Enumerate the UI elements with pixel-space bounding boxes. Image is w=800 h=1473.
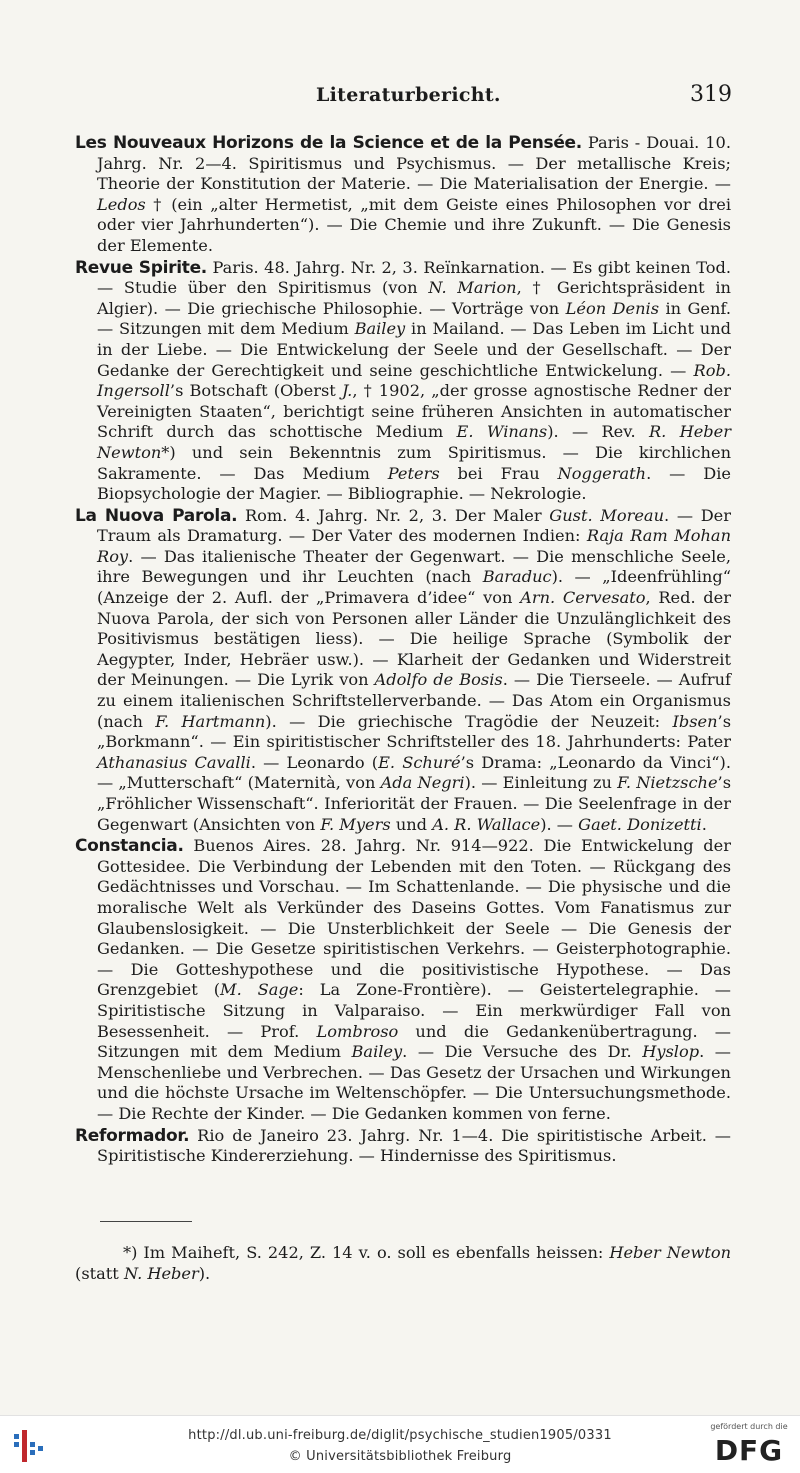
name-reference: F. Myers — [320, 814, 391, 834]
name-reference: Gaet. Donizetti — [578, 814, 702, 834]
text-run: *) und sein Bekenntnis zum Spiritismus. — Die kirchlichen Sakramente. — Das Medium — [97, 442, 731, 483]
name-reference: Rob. Ingersoll — [97, 360, 731, 401]
journal-entry — [75, 1126, 731, 1167]
text-run: Rio de Janeiro 23. Jahrg. Nr. 1—4. Die spiritistische Arbeit. — Spiritistische Kindererziehung. — Hindernisse des Spiritismus. — [97, 1125, 731, 1166]
text-run: , † Gerichtspräsident in Algier). — Die griechische Philosophie. — Vorträge von — [97, 278, 731, 318]
running-header — [0, 84, 800, 114]
journal-title: Revue Spirite. — [75, 257, 207, 278]
literature-report-body — [75, 133, 731, 1168]
text-run: . — Die Versuche des Dr. — [402, 1042, 643, 1062]
journal-title: La Nuova Parola. — [75, 505, 238, 526]
name-reference: Bailey — [351, 1042, 403, 1062]
text-run: ). — [198, 1264, 211, 1283]
text-run: ’s Botschaft (Oberst — [169, 381, 342, 401]
text-run: und — [390, 814, 433, 834]
journal-entry — [75, 258, 731, 505]
name-reference: Bailey — [354, 319, 406, 339]
text-run: . — [701, 814, 707, 834]
page-number: 319 — [690, 82, 732, 107]
journal-entry — [75, 133, 731, 257]
copyright-notice: © Universitätsbibliothek Freiburg — [288, 1449, 512, 1464]
footnote-rule — [100, 1221, 192, 1222]
dfg-logo — [706, 1422, 792, 1468]
name-reference: E. Winans — [456, 422, 548, 442]
text-run: *) Im Maiheft, S. 242, Z. 14 v. o. soll es ebenfalls heissen: — [123, 1243, 610, 1262]
name-reference: Ibsen — [672, 711, 718, 731]
text-run: Rom. 4. Jahrg. Nr. 2, 3. Der Maler — [237, 505, 550, 525]
text-run: ). — Einleitung zu — [464, 773, 618, 793]
journal-entry — [75, 836, 731, 1124]
name-reference: M. Sage — [220, 980, 299, 1000]
name-reference: Ada Negri — [380, 773, 465, 793]
name-reference: Hyslop — [642, 1042, 700, 1062]
running-title: Literaturbericht. — [316, 84, 501, 106]
name-reference: Heber Newton — [609, 1243, 731, 1262]
name-reference: Adolfo de Bosis — [374, 670, 503, 690]
name-reference: E. Schuré — [378, 752, 461, 772]
text-run: ). — — [540, 814, 579, 834]
name-reference: Raja Ram Mohan Roy — [97, 526, 731, 566]
name-reference: Athanasius Cavalli — [97, 752, 251, 772]
text-run: . — Leonardo ( — [250, 752, 379, 772]
text-run: . — Menschenliebe und Verbrechen. — Das Gesetz der Ursachen und Wirkungen und die höchste Ursache im Weltenschöpfer. — Die Untersuchungsmethode. — Die Rechte der Kinder. — Die Gedanken kommen von ferne. — [97, 1042, 731, 1123]
text-run: . — Die Tierseele. — Aufruf zu einem italienischen Schriftstellerverbande. — Das Atom ein Organismus (nach — [97, 670, 731, 731]
footnote — [75, 1242, 731, 1284]
text-run: ’s „Fröhlicher Wissenschaft“. Inferiorität der Frauen. — Die Seelenfrage in der Gegenwart (Ansichten von — [97, 773, 731, 834]
name-reference: Noggerath — [557, 463, 647, 483]
journal-title: Reformador. — [75, 1125, 190, 1146]
text-run: Paris - Douai. 10. Jahrg. Nr. 2—4. Spiritismus und Psychismus. — Der metallische Kreis; Theorie der Konstitution der Materie. — Die Materialisation der Energie. — — [97, 133, 731, 194]
name-reference: Baraduc — [482, 567, 552, 587]
text-run: Paris. 48. Jahrg. Nr. 2, 3. Reïnkarnation. — Es gibt keinen Tod. — Studie über den Spiritismus (von — [97, 257, 732, 298]
dfg-wordmark: DFG — [714, 1434, 784, 1467]
name-reference: A. R. Wallace — [432, 814, 541, 834]
text-run: in Mailand. — Das Leben im Licht und in der Liebe. — Die Entwickelung der Seele und der Gesellschaft. — Der Gedanke der Gerechtigkeit und seine geschichtliche Entwickelung. — — [97, 319, 731, 380]
text-run: † (ein „alter Hermetist, „mit dem Geiste eines Philosophen vor drei oder vier Jahrhunderten“). — Die Chemie und ihre Zukunft. — Die Genesis der Elemente. — [97, 194, 731, 255]
text-run: ). — Die griechische Tragödie der Neuzeit: — [265, 711, 673, 731]
document-url-link[interactable]: http://dl.ub.uni-freiburg.de/diglit/psychische_studien1905/0331 — [188, 1428, 612, 1443]
name-reference: R. Heber Newton — [97, 422, 731, 462]
name-reference: Ledos — [97, 194, 146, 214]
name-reference: Peters — [387, 463, 440, 483]
journal-entry — [75, 506, 731, 836]
text-run: ’s „Borkmann“. — Ein spiritistischer Schriftsteller des 18. Jahrhunderts: Pater — [97, 711, 731, 752]
name-reference: F. Nietzsche — [617, 773, 718, 793]
journal-title: Constancia. — [75, 836, 184, 857]
name-reference: Gust. Moreau — [549, 505, 664, 525]
name-reference: Lombroso — [316, 1021, 399, 1041]
text-run: ). — Rev. — [547, 422, 649, 442]
text-run: ’s Drama: „Leonardo da Vinci“). — „Mutterschaft“ (Maternità, von — [97, 752, 731, 793]
text-run: . — Die Biopsychologie der Magier. — Bibliographie. — Nekrologie. — [97, 463, 731, 504]
text-run: (statt — [75, 1264, 124, 1283]
text-run: Buenos Aires. 28. Jahrg. Nr. 914—922. Die Entwickelung der Gottesidee. Die Verbindung der Lebenden mit den Toten. — Rückgang des Gedächtnisses und Vorschau. — Im Schattenlande. — Die physische und die moralische Welt als Verkünder des Daseins Gottes. Vom Fanatismus zur Glaubenslosigkeit. — Die Unsterblichkeit der Seele — Die Genesis der Gedanken. — Die Gesetze spiritistischen Verkehrs. — Geisterphotographie. — Die Gotteshypothese und die positivistische Hypothese. — Das Grenzgebiet ( — [97, 836, 731, 1000]
text-run: bei Frau — [439, 463, 558, 483]
viewer-footer — [0, 1415, 800, 1473]
dfg-funding-note: gefördert durch die — [710, 1422, 788, 1431]
text-run: : La Zone-Frontière). — Geistertelegraphie. — Spiritistische Sitzung in Valparaiso. — Ein merkwürdiger Fall von Besessenheit. — Prof. — [97, 980, 731, 1041]
text-run: ). — „Ideenfrühling“ (Anzeige der 2. Aufl. der „Primavera d’idee“ von — [97, 567, 731, 608]
journal-title: Les Nouveaux Horizons de la Science et de la Pensée. — [75, 133, 582, 153]
text-run: in Genf. — Sitzungen mit dem Medium — [97, 298, 731, 339]
name-reference: Arn. Cervesato — [520, 588, 646, 608]
text-run: . — Der Traum als Dramaturg. — Der Vater des modernen Indien: — [97, 505, 731, 546]
name-reference: F. Hartmann — [155, 711, 266, 731]
text-run: und die Gedankenübertragung. — Sitzungen mit dem Medium — [97, 1021, 731, 1062]
name-reference: J. — [341, 381, 353, 401]
name-reference: N. Heber — [123, 1264, 199, 1283]
text-run: , † 1902, „der grosse agnostische Redner der Vereinigten Staaten“, berichtigt seine früheren Ansichten in automatischer Schrift durch das schottische Medium — [97, 381, 732, 442]
name-reference: Léon Denis — [565, 298, 660, 318]
name-reference: N. Marion — [428, 278, 517, 298]
text-run: , Red. der Nuova Parola, der sich von Personen aller Länder die Unzulänglichkeit des Positivismus bestätigen liess). — Die heilige Sprache (Symbolik der Aegypter, Inder, Hebräer usw.). — Klarheit der Gedanken und Widerstreit der Meinungen. — Die Lyrik von — [97, 588, 731, 690]
text-run: . — Das italienische Theater der Gegenwart. — Die menschliche Seele, ihre Bewegungen und ihr Leuchten (nach — [97, 546, 731, 587]
